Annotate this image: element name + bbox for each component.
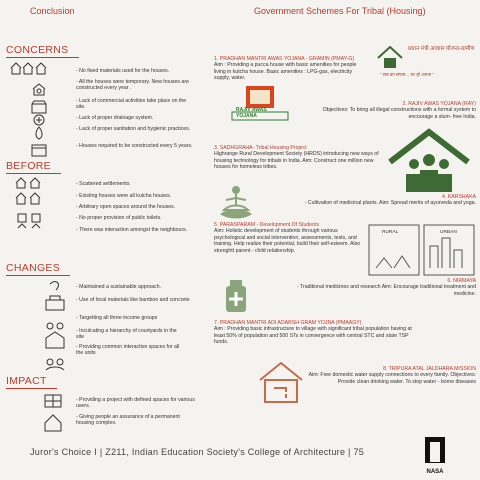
section-impact: IMPACT: [6, 375, 47, 387]
scheme-title: 3. SADHGRAHA- Tribal Housing Project: [214, 145, 307, 151]
rajiv-logo-text: RAJIV AWAS YOJANA: [236, 107, 267, 120]
calendar-icon: [30, 143, 48, 157]
concern-item: - Lack of proper drainage system.: [76, 115, 154, 121]
changes-item: - Inculcating a hierarchy of courtyards in the site: [76, 328, 177, 341]
scheme-1: [214, 56, 369, 82]
scheme-body: Objectives: To bring all illegal constructions with a formal system to encourage a slum- free India.: [322, 107, 476, 120]
concern-item: - Lack of commercial activities take place on the site.: [76, 98, 187, 111]
before-item: - Arbitrary open spaces around the houses.: [76, 204, 176, 210]
section-concerns: CONCERNS: [6, 44, 69, 56]
before-item: - No proper provision of public toilets.: [76, 215, 162, 221]
scheme-8: [300, 366, 476, 385]
scheme-title: 8. TRIPURA ATAL JALDHARA MISSION: [383, 366, 476, 372]
scheme-body: - Traditional medicines and research Aim: Encourage traditional treatment and medicine.: [296, 284, 476, 297]
water-tap-house-icon: [256, 360, 306, 404]
nasa-label: NASA: [426, 469, 444, 475]
header-left: Conclusion: [30, 6, 75, 16]
shop-icon: [30, 100, 48, 114]
settlement-icons: [14, 176, 44, 236]
concern-item: - Houses required to be constructed every 5 years.: [76, 143, 193, 149]
scheme-6: [290, 278, 476, 297]
impact-item: - Giving people an assurance of a permanent housing complex.: [76, 414, 180, 427]
scheme-title: 2. RAJIV AWAS YOJANA (RAY): [402, 101, 476, 107]
scheme-title: 4. KARSHAKA: [441, 194, 476, 200]
scheme-5: [214, 222, 364, 254]
impact-icons: [42, 393, 64, 433]
changes-item: - Targetting all three income groups: [76, 315, 158, 321]
changes-item: - Maintained a sustainable approach.: [76, 284, 162, 290]
scheme-2: [304, 101, 476, 120]
awas-logo-icon: [375, 44, 405, 70]
rural-label: RURAL: [382, 230, 399, 235]
scheme-title: 7. PRADHAN MANTRI ADI ADARSH GRAM YOJNA (PMAAGY): [214, 320, 362, 326]
before-item: - Scattered settlements.: [76, 181, 131, 187]
scheme-body: Aim : Providing basic infrastructure to village with significant tribal population having at least 50% of population and 500 STs in convergence with central STC and state TSP funds.: [214, 326, 412, 346]
scheme-body: - Cultivation of medicinal plants. Aim: Spread merits of ayurveda and yoga.: [304, 200, 476, 207]
nasa-logo: [424, 436, 446, 475]
hygiene-icon: [30, 126, 48, 140]
scheme-4: [300, 194, 476, 207]
concern-item: - Lack of proper sanitation and hygienic practices.: [76, 126, 191, 132]
scheme-title: 6. NIRMAYA: [447, 278, 476, 284]
before-item: - There was interaction amongst the neighbours.: [76, 227, 188, 233]
changes-item: - Use of local materials like bamboo and concrete: [76, 297, 190, 303]
changes-item: - Providing common interactive spaces for all the units: [76, 344, 180, 357]
section-changes: CHANGES: [6, 262, 61, 274]
scheme-title: 5. PARASPARAM - Development Of Students: [214, 222, 320, 228]
concern-item: - All the houses were temporary. New houses are constructed every year .: [76, 79, 189, 92]
concern-item: - No fixed materials used for the houses.: [76, 68, 170, 74]
scheme-7: [214, 320, 414, 346]
changes-icons: [40, 278, 70, 374]
footer-caption: Juror's Choice I | Z211, Indian Education Society's College of Architecture | 75: [30, 447, 365, 457]
section-before: BEFORE: [6, 160, 51, 172]
urban-label: URBAN: [440, 230, 457, 235]
scheme-title: 1. PRADHAN MANTRI AWAS YOJANA - GRAMIN (PMAY-G): [214, 56, 355, 62]
scheme-body: Aim: Holistic development of students through various psychological and social intervention, assessments, tests, and training. Help realize their potential, build their self-esteem. Also strenghtt parent - child relationship.: [214, 228, 361, 254]
impact-item: - Providing a project with defined spaces for various users.: [76, 397, 195, 410]
awas-tagline: " सब का सपना... घर हो अपना ": [380, 72, 435, 77]
awas-hindi-logo: प्रधान मंत्री आवास योजना-ग्रामीण: [408, 46, 475, 52]
yoga-lotus-icon: [216, 184, 256, 220]
header-right: Government Schemes For Tribal (Housing): [254, 6, 426, 16]
before-item: - Existing houses were all kutcha houses.: [76, 193, 172, 199]
scheme-body: Aim : Providing a pucca house with basic amenities for people living in kutcha house. Basic amenities : LPG-gas, electricity supply, water.: [214, 62, 357, 82]
house-arrows-icon: [30, 82, 48, 96]
scheme-body: Aim: Free domestic water supply connections to every family. Objectives: Provide clean drinking water. To stop water - borne diseases: [308, 372, 476, 385]
medicine-icon: [216, 278, 256, 318]
family-house-icon: [384, 128, 474, 194]
nasa-logo-icon: [424, 436, 446, 464]
drainage-icon: [30, 113, 48, 127]
houses-icon: [10, 61, 60, 75]
scheme-3: [214, 145, 382, 171]
scheme-body: Highrange Rural Development Society (HRDS) introducing new ways of housing technology for tribals in India. Aim: Construct one million new houses for homeless tribes.: [214, 151, 379, 171]
